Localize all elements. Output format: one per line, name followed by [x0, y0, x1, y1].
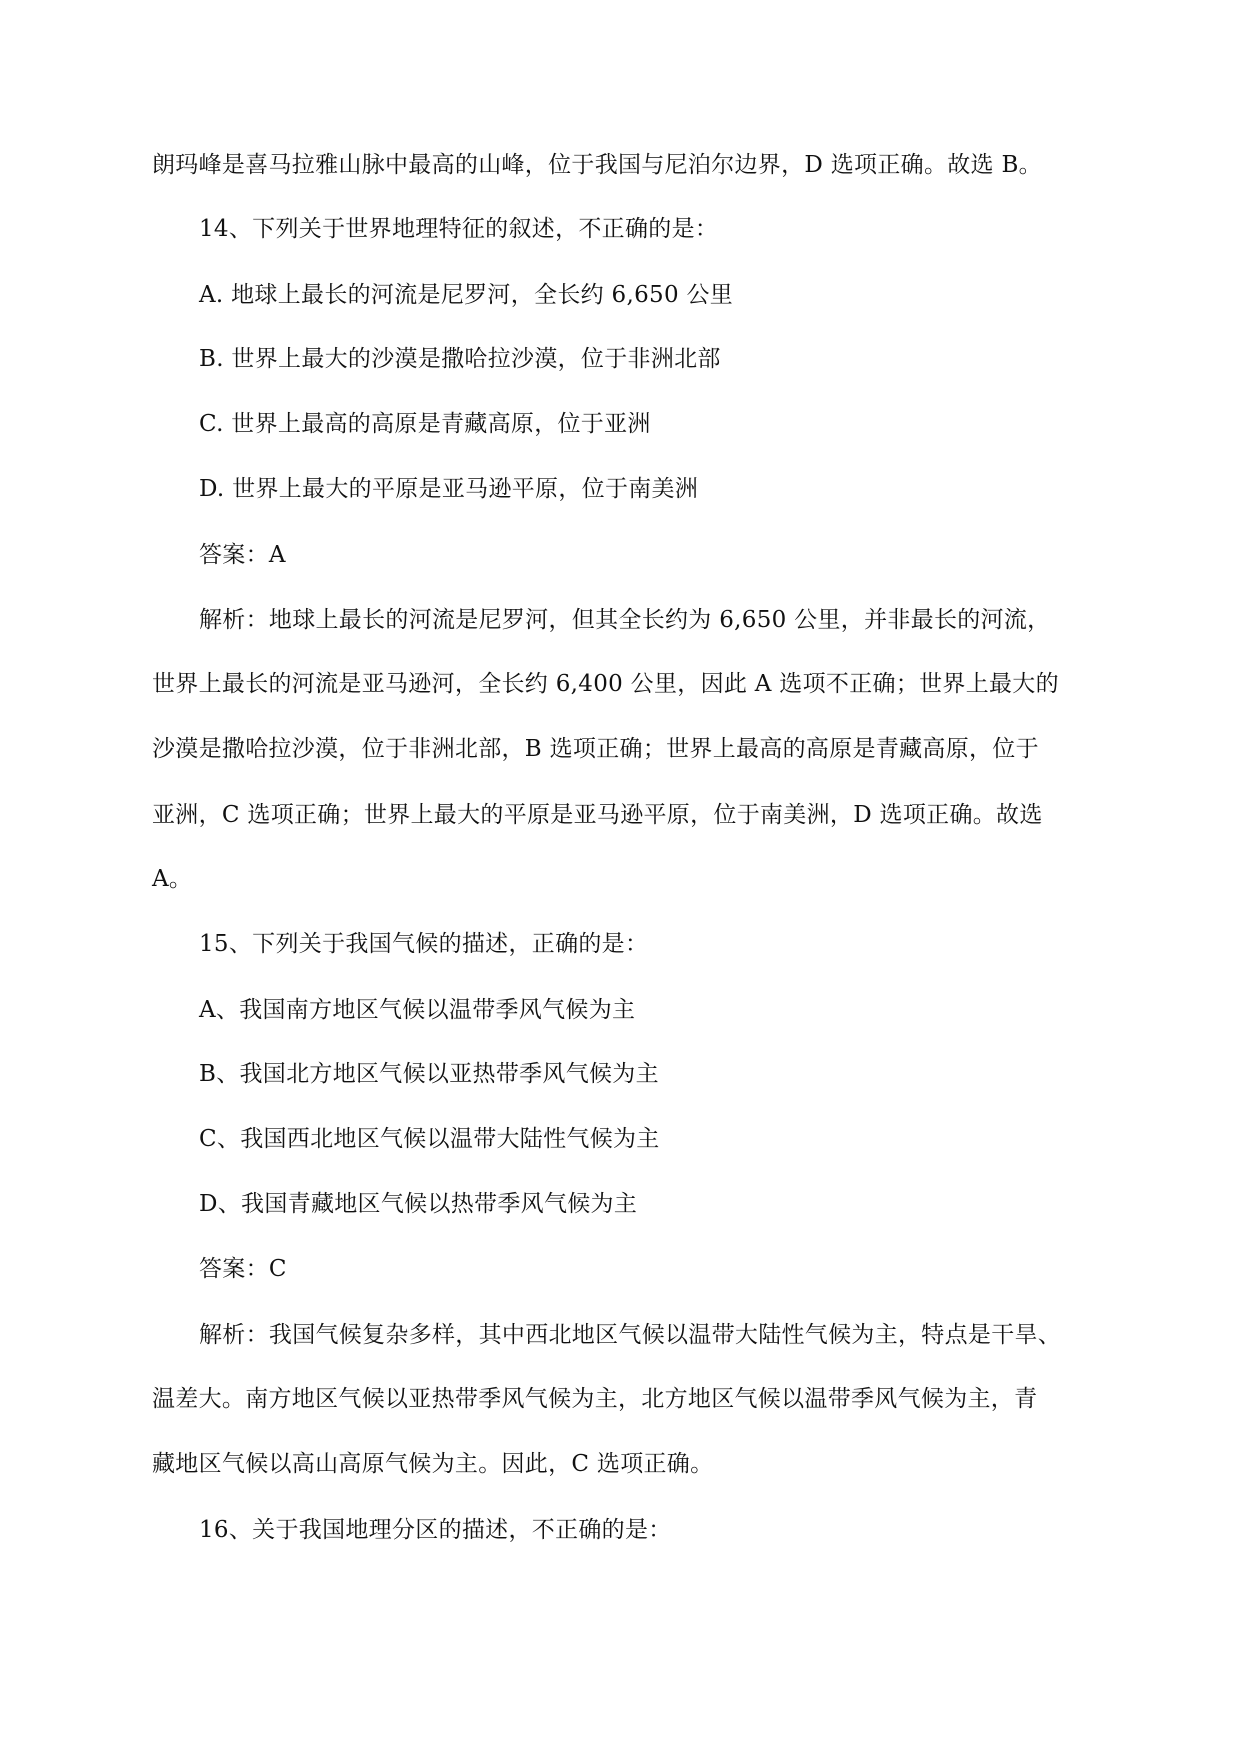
question-14-analysis-line: A。 — [152, 866, 193, 892]
question-14-analysis-line: 世界上最长的河流是亚马逊河，全长约 6,400 公里，因此 A 选项不正确；世界上最大的 — [152, 671, 1059, 697]
question-14-analysis-line: 亚洲，C 选项正确；世界上最大的平原是亚马逊平原，位于南美洲，D 选项正确。故选 — [152, 802, 1043, 828]
question-15-analysis-line: 解析：我国气候复杂多样，其中西北地区气候以温带大陆性气候为主，特点是干旱、 — [199, 1322, 1062, 1348]
question-15-stem: 15、下列关于我国气候的描述，正确的是： — [199, 931, 649, 957]
question-14-option-c: C. 世界上最高的高原是青藏高原，位于亚洲 — [199, 411, 651, 437]
question-15-option-d: D、我国青藏地区气候以热带季风气候为主 — [199, 1191, 638, 1217]
question-14-option-a: A. 地球上最长的河流是尼罗河，全长约 6,650 公里 — [199, 282, 734, 308]
question-14-analysis-line: 解析：地球上最长的河流是尼罗河，但其全长约为 6,650 公里，并非最长的河流， — [199, 607, 1051, 633]
question-14-option-b: B. 世界上最大的沙漠是撒哈拉沙漠，位于非洲北部 — [199, 346, 721, 372]
question-14-option-d: D. 世界上最大的平原是亚马逊平原，位于南美洲 — [199, 476, 699, 502]
question-14-analysis-line: 沙漠是撒哈拉沙漠，位于非洲北部，B 选项正确；世界上最高的高原是青藏高原，位于 — [152, 736, 1039, 762]
question-16-stem: 16、关于我国地理分区的描述，不正确的是： — [199, 1517, 672, 1543]
question-14-stem: 14、下列关于世界地理特征的叙述，不正确的是： — [199, 216, 719, 242]
question-15-option-c: C、我国西北地区气候以温带大陆性气候为主 — [199, 1126, 660, 1152]
question-15-analysis-line: 温差大。南方地区气候以亚热带季风气候为主，北方地区气候以温带季风气候为主，青 — [152, 1386, 1038, 1412]
question-15-answer: 答案：C — [199, 1256, 287, 1282]
question-14-answer: 答案：A — [199, 542, 286, 568]
question-15-analysis-line: 藏地区气候以高山高原气候为主。因此，C 选项正确。 — [152, 1451, 714, 1477]
question-15-option-b: B、我国北方地区气候以亚热带季风气候为主 — [199, 1061, 659, 1087]
paragraph-line: 朗玛峰是喜马拉雅山脉中最高的山峰，位于我国与尼泊尔边界，D 选项正确。故选 B。 — [152, 152, 1042, 178]
question-15-option-a: A、我国南方地区气候以温带季风气候为主 — [199, 997, 636, 1023]
